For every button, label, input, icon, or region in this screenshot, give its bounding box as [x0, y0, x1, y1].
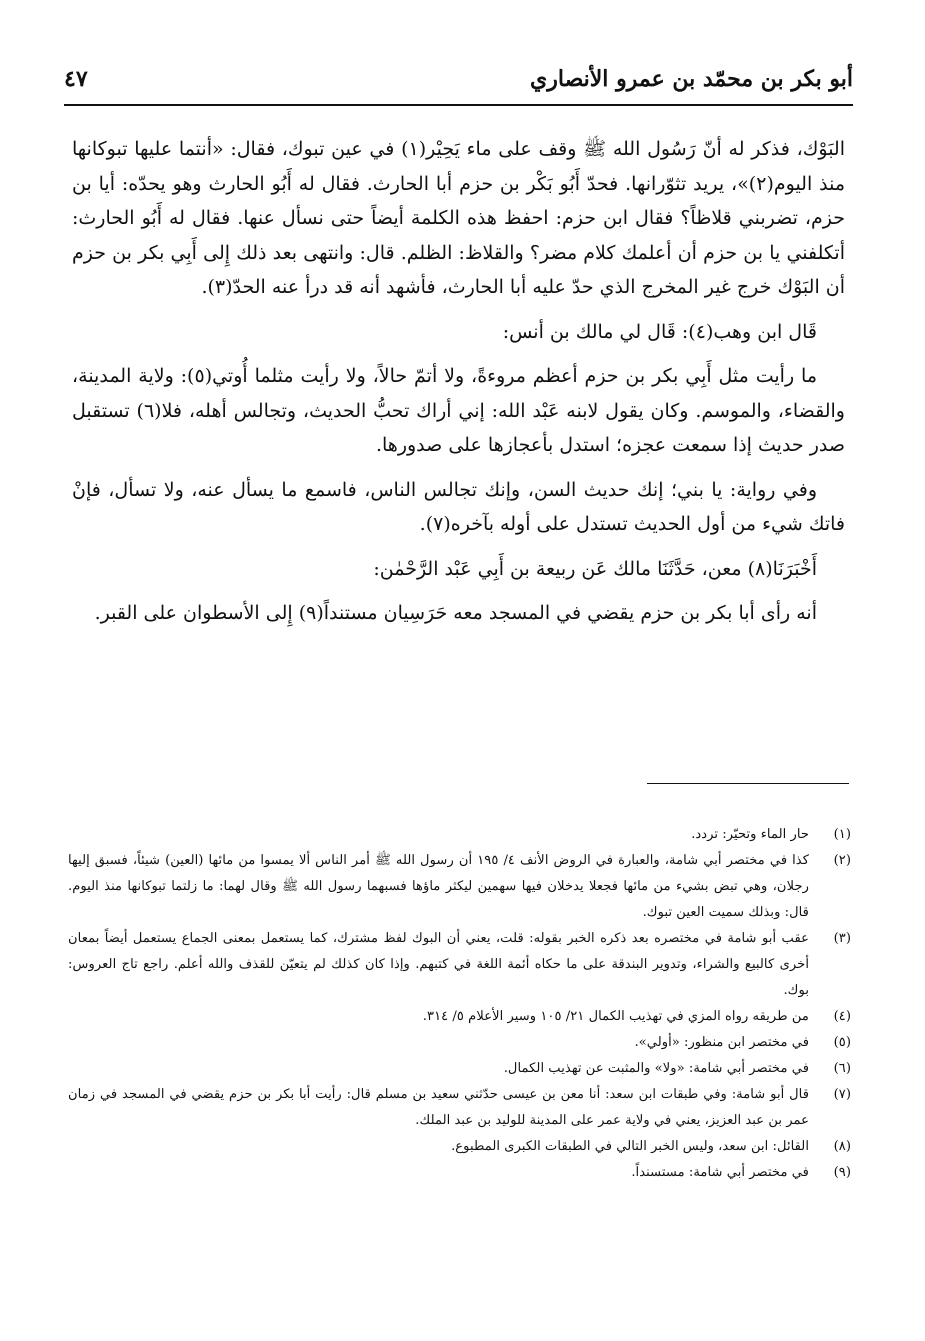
footnote-number: (٥) [833, 1035, 851, 1050]
footnote [68, 926, 851, 1004]
footnote [68, 848, 851, 926]
footnote-number: (٣) [833, 931, 851, 946]
footnote-separator [647, 783, 849, 784]
paragraph: ما رأيت مثل أَبِي بكر بن حزم أعظم مروءةً، ولا أتمّ حالاً، ولا رأيت مثلما أُوتي(٥): ولاية المدينة، والقضاء، والموسم. وكان يقول لابنه عَبْد الله: إني أراك تحبُّ الحديث، وتجالس أهله، فلا(٦) تستقبل صدر حديث إذا سمعت عجزه؛ استدل بأعجازها على صدورها. [72, 365, 845, 456]
footnote-number: (٧) [833, 1087, 851, 1102]
paragraph: أنه رأى أبا بكر بن حزم يقضي في المسجد معه حَرَسِيان مستنداً(٩) إِلى الأسطوان على القبر. [94, 602, 817, 624]
paragraph: قَال ابن وهب(٤): قَال لي مالك بن أنس: [502, 320, 817, 343]
footnote-number: (٢) [833, 853, 851, 868]
footnote-text: عقب أبو شامة في مختصره بعد ذكره الخبر بقوله: قلت، يعني أن البوك لفظ مشترك، كما يستعمل بمعنى الجماع يستعمل أيضاً بمعان أخرى كالبيع والشراء، وتدوير البندقة على ما حكاه أئمة اللغة في كتبهم. وإذا كان كذلك لم يتعيّن للقذف والله أعلم. راجع تاج العروس: بوك. [68, 931, 809, 998]
footnote-number: (٤) [833, 1009, 851, 1024]
paragraph: وفي رواية: يا بني؛ إنك حديث السن، وإنك تجالس الناس، فاسمع ما يسأل عنه، ولا تسأل، فإنْ فاتك شيء من أول الحديث تستدل على أوله بآخره(٧). [72, 478, 845, 535]
paragraph: أَخْبَرَنَا(٨) معن، حَدَّثَنَا مالك عَن ربيعة بن أَبِي عَبْد الرَّحْمٰن: [373, 557, 817, 580]
footnote-number: (٩) [833, 1165, 851, 1180]
footnotes [68, 822, 851, 1186]
footnote [68, 1134, 851, 1160]
page-number: ٤٧ [64, 66, 88, 92]
footnote-text: حار الماء وتحيّر: تردد. [691, 827, 809, 842]
footnote-text: القائل: ابن سعد، وليس الخبر التالي في الطبقات الكبرى المطبوع. [451, 1139, 809, 1154]
footnote [68, 822, 851, 848]
main-text [72, 132, 845, 631]
footnote [68, 1160, 851, 1186]
footnote-number: (٨) [833, 1139, 851, 1154]
footnote [68, 1030, 851, 1056]
footnote-text: كذا في مختصر أبي شامة، والعبارة في الروض الأنف ٤/ ١٩٥ أن رسول الله ﷺ أمر الناس ألا يمسوا من مائها (العين) شيئاً، فسبق إليها رجلان، وهي تبض بشيء من مائها فجعلا يدخلان فيها سهمين ليكثر ماؤها فسبهما رسول الله ﷺ وقال لهما: ما زلتما تبوكانها منذ اليوم. قال: وبذلك سميت العين تبوك. [68, 853, 810, 920]
footnote-text: في مختصر ابن منظور: «أولي». [634, 1035, 809, 1050]
page-header [64, 66, 853, 102]
footnote [68, 1004, 851, 1030]
footnote-number: (٦) [833, 1061, 851, 1076]
footnote-text: في مختصر أبي شامة: مستسنداً. [631, 1165, 809, 1180]
footnote-text: قال أبو شامة: وفي طبقات ابن سعد: أنا معن بن عيسى حدّثني سعيد بن مسلم قال: رأيت أبا بكر بن حزم يقضي في المسجد في زمان عمر بن عبد العزيز، يعني في ولاية عمر على المدينة للوليد بن عبد الملك. [68, 1087, 809, 1128]
footnote-number: (١) [833, 827, 851, 842]
footnote-text: في مختصر أبي شامة: «ولا» والمثبت عن تهذيب الكمال. [503, 1061, 809, 1076]
header-rule [64, 104, 853, 106]
footnote [68, 1082, 851, 1134]
footnote-text: من طريقه رواه المزي في تهذيب الكمال ٢١/ ١٠٥ وسير الأعلام ٥/ ٣١٤. [422, 1009, 809, 1024]
running-head-title: أبو بكر بن محمّد بن عمرو الأنصاري [530, 66, 853, 92]
footnote [68, 1056, 851, 1082]
paragraph: البَوْك، فذكر له أنّ رَسُول الله ﷺ وقف على ماء يَحِيْر(١) في عين تبوك، فقال: «أنتما عليها تبوكانها منذ اليوم(٢)»، يريد تثوّرانها. فحدّ أَبُو بَكْر بن حزم أبا الحارث. فقال له أَبُو الحارث وهو يحدّه: أيا بن حزم، تضربني قلاظاً؟ فقال ابن حزم: احفظ هذه الكلمة أيضاً حتى نسأل عنها. فقال له أَبُو الحارث: أتكلفني يا بن حزم أن أعلمك كلام مضر؟ والقلاظ: الظلم. قال: وانتهى بعد ذلك إِلى أَبِي بكر بن حزم أن البَوْك خرج غير المخرج الذي حدّ عليه أبا الحارث، فأشهد أنه قد درأ عنه الحدّ(٣). [72, 138, 845, 298]
